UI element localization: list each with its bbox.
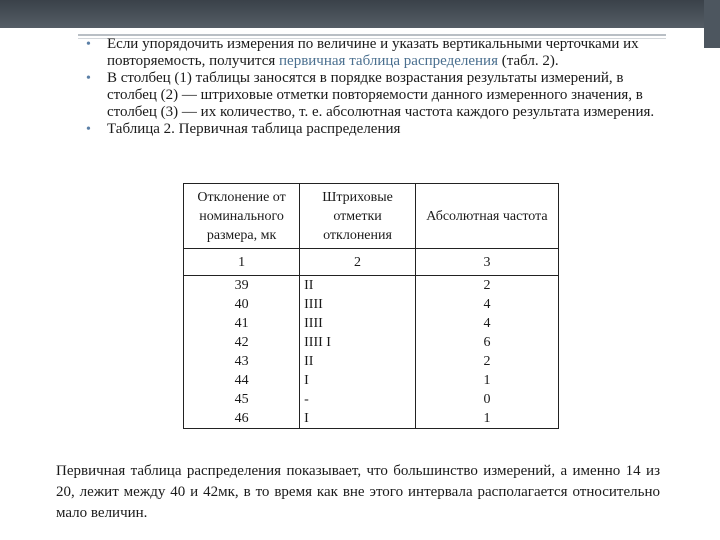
header-deviation: Отклонение от номинального размера, мк (184, 184, 300, 249)
column-number-row (184, 249, 559, 276)
table-cell-deviation: 46 (234, 411, 249, 426)
table-values-row (184, 276, 559, 429)
table-cell-deviation: 40 (234, 297, 249, 312)
summary-paragraph: Первичная таблица распределения показывает, что большинство измерений, а именно 14 из 20, лежит между 40 и 42мк, в то время как вне этого интервала располагается относительно мало величин. (56, 463, 660, 521)
bullet-text: Если упорядочить измерения по величине и указать вертикальными черточками их повторяемость, получится (107, 36, 639, 69)
table-cell-deviation: 39 (234, 278, 249, 293)
bullet-item (86, 36, 666, 70)
table-cell-frequency: 0 (483, 392, 491, 407)
highlighted-term: первичная таблица распределения (279, 53, 498, 69)
table-header-row (184, 184, 559, 249)
distribution-table (183, 183, 559, 429)
bullet-text-tail: (табл. 2). (497, 53, 559, 69)
table-cell-frequency: 1 (483, 411, 491, 426)
table-cell-marks: IIII (304, 316, 323, 331)
table-caption: Таблица 2. Первичная таблица распределения (107, 121, 401, 137)
slide-top-band (0, 0, 720, 28)
column-number: 1 (184, 249, 300, 276)
table-cell-marks: II (304, 354, 314, 369)
table-cell-marks: - (304, 392, 309, 407)
table-cell-marks: IIII I (304, 335, 331, 350)
table-cell-deviation: 45 (234, 392, 249, 407)
marks-column (300, 276, 416, 429)
table-cell-deviation: 44 (234, 373, 249, 388)
table-cell-frequency: 4 (483, 316, 491, 331)
table-cell-frequency: 2 (483, 354, 491, 369)
deviation-column (184, 276, 300, 429)
table-cell-marks: I (304, 411, 309, 426)
bullet-list (86, 36, 666, 138)
header-marks: Штриховые отметки отклонения (300, 184, 416, 249)
table-cell-deviation: 43 (234, 354, 249, 369)
bullet-item (86, 121, 666, 138)
table-cell-frequency: 1 (483, 373, 491, 388)
table-cell-marks: II (304, 278, 314, 293)
table-cell-frequency: 6 (483, 335, 491, 350)
table-cell-deviation: 41 (234, 316, 249, 331)
bullet-item (86, 70, 666, 121)
column-number: 3 (415, 249, 558, 276)
bullet-text: В столбец (1) таблицы заносятся в порядке возрастания результаты измерений, в столбец (2) — штриховые отметки повторяемости данного измеренного значения, в столбец (3) — их количество, т. е. абсолютная частота каждого результата измерения. (107, 70, 655, 120)
frequency-column (415, 276, 558, 429)
table-cell-marks: IIII (304, 297, 323, 312)
table-cell-deviation: 42 (234, 335, 249, 350)
table-cell-marks: I (304, 373, 309, 388)
column-number: 2 (300, 249, 416, 276)
slide-corner-accent (704, 0, 720, 48)
table-cell-frequency: 2 (483, 278, 491, 293)
header-frequency: Абсолютная частота (415, 184, 558, 249)
table-cell-frequency: 4 (483, 297, 491, 312)
